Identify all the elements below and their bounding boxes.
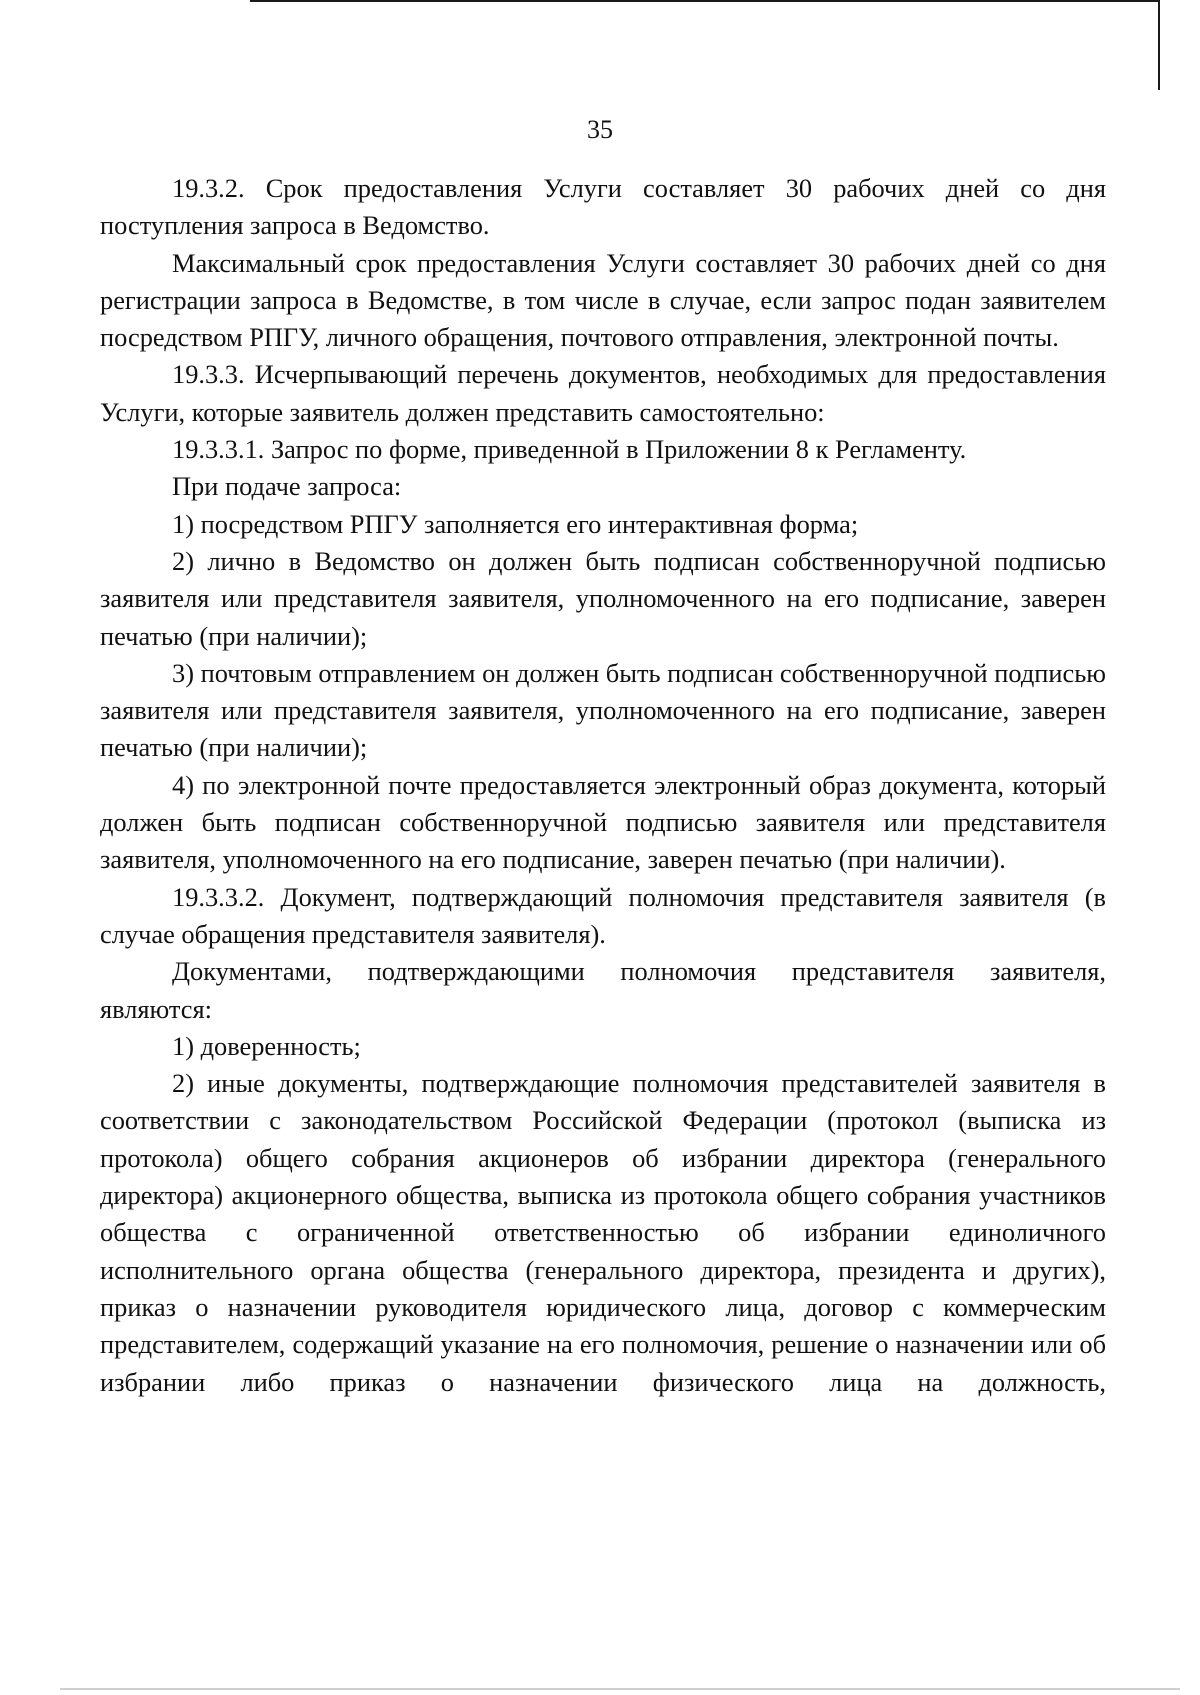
list-item-other-documents: 2) иные документы, подтверждающие полномочия представителей заявителя в соответствии с законодательством Российской Федерации (протокол (выписка из протокола) общего собрания акционеров об избрании директора (генерального директора) акционерного общества, выписка из протокола общего собрания участников общества с ограниченной ответственностью об избрании единоличного исполнительного органа общества (генерального директора, президента и других), приказ о назначении руководителя юридического лица, договор с коммерческим представителем, содержащий указание на его полномочия, решение о назначении или об избрании либо приказ о назначении физического лица на должность, <box>100 1068 1106 1397</box>
list-item-power-of-attorney: 1) доверенность; <box>172 1030 361 1061</box>
paragraph-authority-documents: Документами, подтверждающими полномочия представителя заявителя, являются: <box>100 956 1106 1024</box>
paragraph-19-3-3: 19.3.3. Исчерпывающий перечень документов, необходимых для предоставления Услуги, которые заявитель должен представить самостоятельно: <box>100 359 1106 427</box>
scan-border-bottom <box>60 1688 1180 1690</box>
paragraph-submission-intro: При подаче запроса: <box>172 471 402 502</box>
list-item-email: 4) по электронной почте предоставляется электронный образ документа, который должен быть подписан собственноручной подписью заявителя или представителя заявителя, уполномоченного на его подписание, заверен печатью (при наличии). <box>100 769 1106 875</box>
list-item-rpgu: 1) посредством РПГУ заполняется его интерактивная форма; <box>172 508 859 539</box>
list-item-in-person: 2) лично в Ведомство он должен быть подписан собственноручной подписью заявителя или представителя заявителя, уполномоченного на его подписание, заверен печатью (при наличии); <box>100 545 1106 651</box>
paragraph-19-3-2: 19.3.2. Срок предоставления Услуги составляет 30 рабочих дней со дня поступления запроса в Ведомство. <box>100 173 1106 241</box>
page-number: 35 <box>587 115 613 144</box>
document-body <box>100 170 1106 1401</box>
scan-border-right <box>1158 0 1160 90</box>
paragraph-19-3-3-2: 19.3.3.2. Документ, подтверждающий полномочия представителя заявителя (в случае обращения представителя заявителя). <box>100 881 1106 949</box>
paragraph-max-term: Максимальный срок предоставления Услуги составляет 30 рабочих дней со дня регистрации запроса в Ведомстве, в том числе в случае, если запрос подан заявителем посредством РПГУ, личного обращения, почтового отправления, электронной почты. <box>100 247 1106 353</box>
list-item-postal: 3) почтовым отправлением он должен быть подписан собственноручной подписью заявителя или представителя заявителя, уполномоченного на его подписание, заверен печатью (при наличии); <box>100 657 1106 763</box>
scan-border-top <box>250 0 1160 2</box>
paragraph-19-3-3-1: 19.3.3.1. Запрос по форме, приведенной в Приложении 8 к Регламенту. <box>172 434 967 465</box>
